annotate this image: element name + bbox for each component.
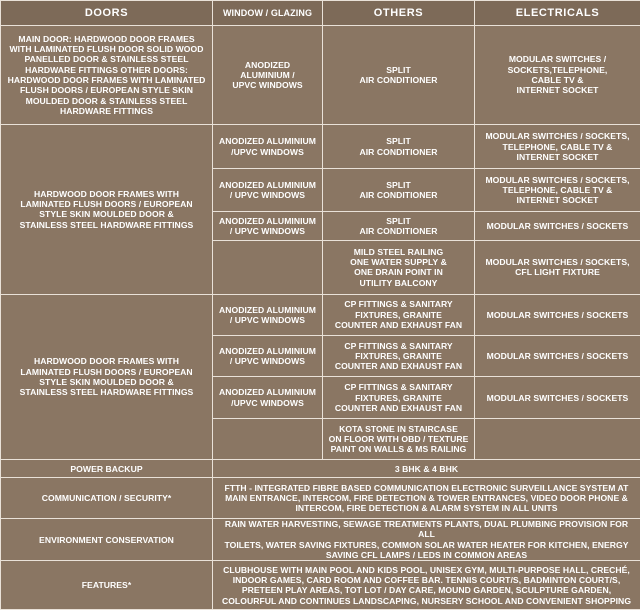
table-row-features — [1, 561, 640, 610]
header-doors: DOORS — [1, 1, 213, 26]
window-cell: ANODIZED ALUMINIUM / UPVC WINDOWS — [213, 294, 323, 335]
others-cell: SPLIT AIR CONDITIONER — [323, 211, 475, 240]
window-cell: ANODIZED ALUMINIUM / UPVC WINDOWS — [213, 26, 323, 125]
table-row-environment-conservation — [1, 518, 640, 561]
row-label: ENVIRONMENT CONSERVATION — [1, 518, 213, 561]
header-electricals: ELECTRICALS — [475, 1, 640, 26]
window-cell-empty — [213, 418, 323, 459]
doors-cell: HARDWOOD DOOR FRAMES WITH LAMINATED FLUSH DOORS / EUROPEAN STYLE SKIN MOULDED DOOR & STAINLESS STEEL HARDWARE FITTINGS — [1, 124, 213, 294]
window-cell-empty — [213, 241, 323, 295]
row-label: POWER BACKUP — [1, 460, 213, 478]
others-cell: SPLIT AIR CONDITIONER — [323, 26, 475, 125]
window-cell: ANODIZED ALUMINIUM /UPVC WINDOWS — [213, 377, 323, 418]
row-value: 3 BHK & 4 BHK — [213, 460, 640, 478]
electricals-cell: MODULAR SWITCHES / SOCKETS — [475, 377, 640, 418]
row-label: COMMUNICATION / SECURITY* — [1, 478, 213, 518]
others-cell: SPLIT AIR CONDITIONER — [323, 169, 475, 211]
table-row-communication-security — [1, 478, 640, 518]
others-cell: KOTA STONE IN STAIRCASE ON FLOOR WITH OBD / TEXTURE PAINT ON WALLS & MS RAILING — [323, 418, 475, 459]
header-others: OTHERS — [323, 1, 475, 26]
others-cell: SPLIT AIR CONDITIONER — [323, 124, 475, 168]
window-cell: ANODIZED ALUMINIUM / UPVC WINDOWS — [213, 211, 323, 240]
window-cell: ANODIZED ALUMINIUM / UPVC WINDOWS — [213, 336, 323, 377]
header-row — [1, 1, 640, 26]
table-row-power-backup — [1, 460, 640, 478]
doors-cell: MAIN DOOR: HARDWOOD DOOR FRAMES WITH LAMINATED FLUSH DOOR SOLID WOOD PANELLED DOOR & STAINLESS STEEL HARDWARE FITTINGS OTHER DOORS: HARDWOOD DOOR FRAMES WITH LAMINATED FLUSH DOORS / EUROPEAN STYLE SKIN MOULDED DOOR & STAINLESS STEEL HARDWARE FITTINGS — [1, 26, 213, 125]
window-cell: ANODIZED ALUMINIUM / UPVC WINDOWS — [213, 169, 323, 211]
electricals-cell: MODULAR SWITCHES / SOCKETS, TELEPHONE, CABLE TV & INTERNET SOCKET — [475, 124, 640, 168]
others-cell: CP FITTINGS & SANITARY FIXTURES, GRANITE COUNTER AND EXHAUST FAN — [323, 336, 475, 377]
row-value: FTTH - INTEGRATED FIBRE BASED COMMUNICATION ELECTRONIC SURVEILLANCE SYSTEM AT MAIN ENTRANCE, INTERCOM, FIRE DETECTION & TOWER ENTRANCES, VIDEO DOOR PHONE & INTERCOM, FIRE DETECTION & ALARM SYSTEM IN ALL UNITS — [213, 478, 640, 518]
doors-cell: HARDWOOD DOOR FRAMES WITH LAMINATED FLUSH DOORS / EUROPEAN STYLE SKIN MOULDED DOOR & STAINLESS STEEL HARDWARE FITTINGS — [1, 294, 213, 460]
electricals-cell: MODULAR SWITCHES / SOCKETS — [475, 294, 640, 335]
electricals-cell: MODULAR SWITCHES / SOCKETS,TELEPHONE, CABLE TV & INTERNET SOCKET — [475, 26, 640, 125]
table-row — [1, 26, 640, 125]
electricals-cell: MODULAR SWITCHES / SOCKETS — [475, 336, 640, 377]
table-row — [1, 124, 640, 168]
row-label: FEATURES* — [1, 561, 213, 610]
electricals-cell: MODULAR SWITCHES / SOCKETS — [475, 211, 640, 240]
others-cell: CP FITTINGS & SANITARY FIXTURES, GRANITE COUNTER AND EXHAUST FAN — [323, 294, 475, 335]
row-value: CLUBHOUSE WITH MAIN POOL AND KIDS POOL, UNISEX GYM, MULTI-PURPOSE HALL, CRECHÉ, INDOOR GAMES, CARD ROOM AND COFFEE BAR. TENNIS COURT/S, BADMINTON COURT/S, PRETEEN PLAY AREAS, TOT LOT / DAY CARE, MOUND GARDEN, SCULPTURE GARDEN, COLOURFUL AND CONTINUES LANDSCAPING, NURSERY SCHOOL AND CONVENIENT SHOPPING — [213, 561, 640, 610]
row-value: RAIN WATER HARVESTING, SEWAGE TREATMENTS PLANTS, DUAL PLUMBING PROVISION FOR ALL TOILETS, WATER SAVING FIXTURES, COMMON SOLAR WATER HEATER FOR KITCHEN, ENERGY SAVING CFL LAMPS / LEDS IN COMMON AREAS — [213, 518, 640, 561]
electricals-cell: MODULAR SWITCHES / SOCKETS, CFL LIGHT FIXTURE — [475, 241, 640, 295]
others-cell: CP FITTINGS & SANITARY FIXTURES, GRANITE COUNTER AND EXHAUST FAN — [323, 377, 475, 418]
header-window-glazing: WINDOW / GLAZING — [213, 1, 323, 26]
electricals-cell: MODULAR SWITCHES / SOCKETS, TELEPHONE, CABLE TV & INTERNET SOCKET — [475, 169, 640, 211]
window-cell: ANODIZED ALUMINIUM /UPVC WINDOWS — [213, 124, 323, 168]
table-row — [1, 294, 640, 335]
electricals-cell-empty — [475, 418, 640, 459]
others-cell: MILD STEEL RAILING ONE WATER SUPPLY & ONE DRAIN POINT IN UTILITY BALCONY — [323, 241, 475, 295]
